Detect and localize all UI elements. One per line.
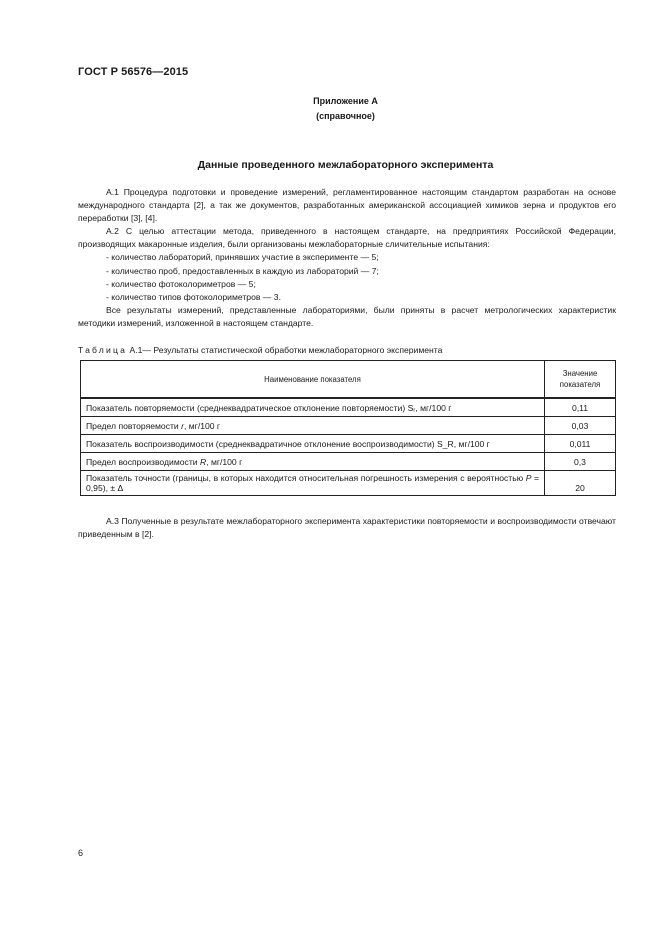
row-name-text: Показатель точности (границы, в которых находится относительная погрешность измерения с вероятностью	[86, 473, 526, 483]
row-name: Показатель воспроизводимости (среднеквадратичное отклонение воспроизводимости) S_R, мг/100 г	[81, 435, 545, 453]
table-row	[81, 471, 616, 496]
row-name	[81, 453, 545, 471]
row-name-var: R	[199, 456, 207, 467]
row-name-var: P	[525, 473, 532, 483]
paragraph-a2-tail: Все результаты измерений, представленные лабораториями, были приняты в расчет метрологических характеристик методики измерений, изложенной в настоящем стандарте.	[78, 304, 616, 328]
body-text	[78, 186, 616, 330]
section-title: Данные проведенного межлабораторного эксперимента	[197, 159, 494, 171]
row-name: Показатель повторяемости (среднеквадратическое отклонение повторяемости) Sᵣ, мг/100 г	[81, 398, 545, 417]
paragraph-a2: А.2 С целью аттестации метода, приведенного в настоящем стандарте, на предприятиях Российской Федерации, производящих макаронные изделия, были организованы межлабораторные сличительные испытания:	[78, 226, 616, 250]
row-name-text: , мг/100 г	[184, 420, 221, 431]
row-name-text: , мг/100 г	[206, 456, 243, 467]
row-name	[81, 417, 545, 435]
list-item: - количество фотоколориметров — 5;	[106, 278, 256, 289]
row-value: 0,011	[545, 435, 616, 453]
row-name-text: Предел воспроизводимости	[86, 456, 200, 467]
row-value: 0,11	[545, 398, 616, 417]
results-table	[80, 360, 616, 496]
table-row	[81, 435, 616, 453]
appendix-heading	[0, 94, 661, 124]
closing-text	[78, 515, 616, 541]
list-item: - количество проб, предоставленных в каждую из лабораторий — 7;	[106, 265, 379, 276]
list-item: - количество типов фотоколориметров — 3.	[106, 291, 281, 302]
table-header-row	[81, 361, 616, 399]
row-value: 0,03	[545, 417, 616, 435]
table-row	[81, 417, 616, 435]
appendix-type: (справочное)	[316, 111, 375, 121]
table-row	[81, 398, 616, 417]
standard-code: ГОСТ Р 56576—2015	[78, 66, 189, 78]
paragraph-a3: А.3 Полученные в результате межлабораторного эксперимента характеристики повторяемости и воспроизводимости отвечают приведенным в [2].	[78, 516, 616, 540]
row-name-text: Предел повторяемости	[86, 420, 182, 431]
row-value: 0,3	[545, 453, 616, 471]
header-value: Значение показателя	[545, 361, 616, 399]
row-name-var: r	[181, 420, 184, 431]
row-name-text: = 0,95), ± Δ	[86, 473, 539, 493]
page-number: 6	[78, 848, 84, 858]
table-caption-text: А.1— Результаты статистической обработки межлабораторного эксперимента	[129, 345, 443, 355]
table-caption-prefix: Таблица	[78, 345, 128, 355]
paragraph-a1: А.1 Процедура подготовки и проведение измерений, регламентированное настоящим стандартом разработан на основе международного стандарта [2], а так же документов, разработанных американской ассоциацией химиков зерна и продуктов его переработки [3], [4].	[78, 187, 616, 224]
row-name	[81, 471, 545, 496]
list-item: - количество лабораторий, принявших участие в эксперименте — 5;	[106, 252, 379, 263]
table-row	[81, 453, 616, 471]
row-value: 20	[545, 471, 616, 496]
header-name: Наименование показателя	[81, 361, 545, 399]
table-caption	[78, 345, 442, 355]
appendix-label: Приложение А	[313, 96, 378, 106]
